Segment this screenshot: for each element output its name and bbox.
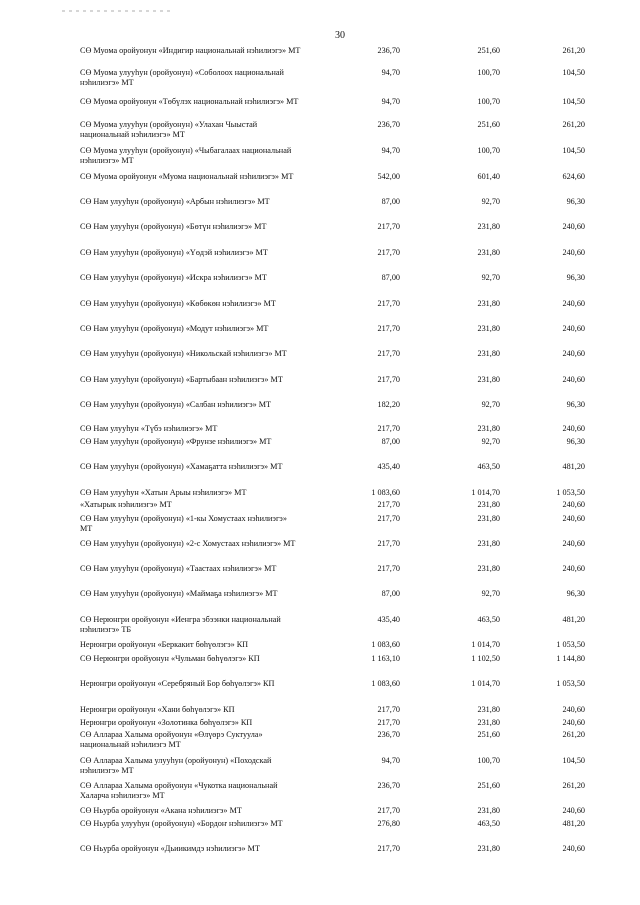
row-value-v2: 231,80	[477, 705, 500, 714]
row-value-v2: 231,80	[477, 514, 500, 523]
row-value-v1: 217,70	[377, 324, 400, 333]
row-value-v3: 240,60	[562, 806, 585, 815]
row-name: СӨ Нам улууһун (оройуонун) «Арбын нэһилиэгэ» МТ	[80, 197, 270, 206]
row-value-v1: 1 083,60	[371, 640, 400, 649]
row-value-v1: 217,70	[377, 424, 400, 433]
row-value-v1: 435,40	[377, 615, 400, 624]
row-name: Нерюнгри оройуонун «Беркакит бөһүөлэгэ» КП	[80, 640, 249, 649]
row-value-v3: 96,30	[566, 589, 585, 598]
row-value-v2: 231,80	[477, 349, 500, 358]
row-name: СӨ Аллараа Халыма оройуонун «Чукотка национальнай Халарча нэһилиэгэ» МТ	[80, 781, 278, 800]
row-name: СӨ Нам улууһун (оройуонун) «Никольскай нэһилиэгэ» МТ	[80, 349, 287, 358]
row-name: Нерюнгри оройуонун «Серебряный Бор бөһүөлэгэ» КП	[80, 679, 275, 688]
row-value-v1: 217,70	[377, 349, 400, 358]
row-value-v2: 463,50	[477, 462, 500, 471]
row-value-v2: 231,80	[477, 806, 500, 815]
row-value-v1: 217,70	[377, 564, 400, 573]
row-name: СӨ Нам улууһун (оройуонун) «Үөдэй нэһилиэгэ» МТ	[80, 248, 268, 257]
row-value-v2: 231,80	[477, 844, 500, 853]
row-value-v3: 240,60	[562, 718, 585, 727]
row-value-v2: 231,80	[477, 375, 500, 384]
row-value-v3: 104,50	[562, 146, 585, 155]
row-name: СӨ Муома оройуонун «Төбүлэх национальнай нэһилиэгэ» МТ	[80, 97, 299, 106]
row-value-v3: 481,20	[562, 615, 585, 624]
row-value-v3: 240,60	[562, 324, 585, 333]
row-value-v1: 87,00	[381, 589, 400, 598]
row-value-v1: 87,00	[381, 273, 400, 282]
row-value-v2: 231,80	[477, 324, 500, 333]
row-value-v3: 96,30	[566, 197, 585, 206]
row-name: СӨ Ньурба улууһун (оройуонун) «Бордоҥ нэһилиэгэ» МТ	[80, 819, 283, 828]
row-name: СӨ Муома оройуонун «Индигир национальнай нэһилиэгэ» МТ	[80, 46, 301, 55]
row-value-v3: 104,50	[562, 68, 585, 77]
row-value-v3: 96,30	[566, 400, 585, 409]
row-value-v3: 481,20	[562, 462, 585, 471]
row-name: СӨ Муома улууһун (оройуонун) «Улахан Чыыстай национальнай нэһилиэгэ» МТ	[80, 120, 258, 139]
row-value-v1: 217,70	[377, 718, 400, 727]
row-name: СӨ Нам улууһун (оройуонун) «Модут нэһилиэгэ» МТ	[80, 324, 269, 333]
row-name: СӨ Нам улууһун (оройуонун) «Хамаҕатта нэһилиэгэ» МТ	[80, 462, 283, 471]
row-value-v2: 1 014,70	[471, 679, 500, 688]
row-name: Нерюнгри оройуонун «Золотинка бөһүөлэгэ» КП	[80, 718, 253, 727]
row-value-v1: 435,40	[377, 462, 400, 471]
row-value-v3: 104,50	[562, 97, 585, 106]
row-value-v1: 1 163,10	[371, 654, 400, 663]
row-value-v2: 601,40	[477, 172, 500, 181]
row-value-v1: 217,70	[377, 299, 400, 308]
row-value-v1: 94,70	[381, 68, 400, 77]
row-value-v1: 236,70	[377, 46, 400, 55]
row-value-v1: 217,70	[377, 539, 400, 548]
row-value-v3: 240,60	[562, 539, 585, 548]
row-value-v2: 251,60	[477, 781, 500, 790]
row-value-v1: 87,00	[381, 437, 400, 446]
row-value-v1: 236,70	[377, 120, 400, 129]
row-value-v2: 1 014,70	[471, 488, 500, 497]
row-value-v2: 231,80	[477, 500, 500, 509]
row-value-v2: 1 014,70	[471, 640, 500, 649]
row-name: СӨ Муома оройуонун «Муома национальнай нэһилиэгэ» МТ	[80, 172, 294, 181]
row-value-v1: 94,70	[381, 146, 400, 155]
row-name: «Хатырык нэһилиэгэ» МТ	[80, 500, 172, 509]
row-name: СӨ Нам улууһун (оройуонун) «Бөтүн нэһилиэгэ» МТ	[80, 222, 267, 231]
row-value-v2: 231,80	[477, 539, 500, 548]
row-name: СӨ Нам улууһун «Хатын Арыы нэһилиэгэ» МТ	[80, 488, 247, 497]
row-value-v1: 236,70	[377, 730, 400, 739]
row-name: СӨ Нам улууһун (оройуонун) «Таастаах нэһилиэгэ» МТ	[80, 564, 277, 573]
row-value-v2: 231,80	[477, 248, 500, 257]
row-value-v2: 92,70	[481, 437, 500, 446]
row-name: СӨ Нерюнгри оройуонун «Иенгра эбээнки национальнай нэһилиэгэ» ТБ	[80, 615, 281, 634]
row-name: СӨ Нам улууһун (оройуонун) «Маймаҕа нэһилиэгэ» МТ	[80, 589, 278, 598]
row-value-v3: 261,20	[562, 730, 585, 739]
row-value-v1: 542,00	[377, 172, 400, 181]
row-value-v1: 217,70	[377, 806, 400, 815]
row-value-v2: 231,80	[477, 718, 500, 727]
row-value-v3: 96,30	[566, 273, 585, 282]
row-value-v1: 217,70	[377, 844, 400, 853]
row-value-v3: 240,60	[562, 500, 585, 509]
page-number: 30	[335, 30, 345, 41]
row-value-v2: 92,70	[481, 400, 500, 409]
row-value-v1: 217,70	[377, 514, 400, 523]
row-value-v2: 231,80	[477, 222, 500, 231]
row-value-v3: 240,60	[562, 564, 585, 573]
row-value-v1: 217,70	[377, 500, 400, 509]
row-value-v3: 240,60	[562, 705, 585, 714]
row-value-v2: 100,70	[477, 146, 500, 155]
row-value-v1: 217,70	[377, 705, 400, 714]
row-name: СӨ Нам улууһун (оройуонун) «Бартыбаан нэһилиэгэ» МТ	[80, 375, 283, 384]
row-value-v2: 231,80	[477, 424, 500, 433]
row-name: СӨ Нам улууһун (оройуонун) «Фрунзе нэһилиэгэ» МТ	[80, 437, 272, 446]
row-value-v2: 231,80	[477, 564, 500, 573]
row-value-v2: 92,70	[481, 273, 500, 282]
row-value-v2: 100,70	[477, 756, 500, 765]
row-name: СӨ Нам улууһун (оройуонун) «2-с Хомустаах нэһилиэгэ» МТ	[80, 539, 296, 548]
row-value-v3: 261,20	[562, 781, 585, 790]
row-name: СӨ Нам улууһун «Түбэ нэһилиэгэ» МТ	[80, 424, 218, 433]
row-value-v1: 94,70	[381, 756, 400, 765]
row-value-v2: 92,70	[481, 197, 500, 206]
row-value-v1: 217,70	[377, 248, 400, 257]
row-name: СӨ Ньурба оройуонун «Дьиикимдэ нэһилиэгэ» МТ	[80, 844, 260, 853]
row-name: СӨ Аллараа Халыма оройуонун «Өлүөрэ Суктуула» национальнай нэһилиэгэ МТ	[80, 730, 263, 749]
row-name: СӨ Нам улууһун (оройуонун) «Салбан нэһилиэгэ» МТ	[80, 400, 272, 409]
row-value-v3: 1 053,50	[556, 679, 585, 688]
row-value-v2: 463,50	[477, 615, 500, 624]
row-name: СӨ Аллараа Халыма улууһун (оройуонун) «Походскай нэһилиэгэ» МТ	[80, 756, 272, 775]
row-name: СӨ Муома улууһун (оройуонун) «Соболоох национальнай нэһилиэгэ» МТ	[80, 68, 284, 87]
row-value-v3: 240,60	[562, 424, 585, 433]
row-name: СӨ Нам улууһун (оройуонун) «1-кы Хомустаах нэһилиэгэ» МТ	[80, 514, 287, 533]
row-name: СӨ Ньурба оройуонун «Акана нэһилиэгэ» МТ	[80, 806, 242, 815]
row-value-v3: 240,60	[562, 299, 585, 308]
row-value-v2: 251,60	[477, 730, 500, 739]
row-value-v3: 481,20	[562, 819, 585, 828]
row-value-v1: 87,00	[381, 197, 400, 206]
row-value-v3: 240,60	[562, 375, 585, 384]
row-value-v3: 261,20	[562, 120, 585, 129]
row-value-v1: 1 083,60	[371, 679, 400, 688]
row-value-v1: 217,70	[377, 222, 400, 231]
row-value-v3: 240,60	[562, 844, 585, 853]
row-value-v1: 182,20	[377, 400, 400, 409]
row-value-v3: 96,30	[566, 437, 585, 446]
row-name: СӨ Нам улууһун (оройуонун) «Көбөкөн нэһилиэгэ» МТ	[80, 299, 276, 308]
row-value-v2: 1 102,50	[471, 654, 500, 663]
row-value-v2: 100,70	[477, 97, 500, 106]
row-value-v2: 100,70	[477, 68, 500, 77]
row-value-v3: 1 053,50	[556, 640, 585, 649]
row-value-v2: 251,60	[477, 120, 500, 129]
row-value-v3: 240,60	[562, 248, 585, 257]
row-name: СӨ Нерюнгри оройуонун «Чульман бөһүөлэгэ» КП	[80, 654, 260, 663]
row-name: Нерюнгри оройуонун «Хани бөһүөлэгэ» КП	[80, 705, 235, 714]
row-value-v3: 240,60	[562, 222, 585, 231]
row-value-v3: 240,60	[562, 349, 585, 358]
row-value-v1: 1 083,60	[371, 488, 400, 497]
row-value-v3: 104,50	[562, 756, 585, 765]
row-value-v2: 463,50	[477, 819, 500, 828]
row-value-v1: 276,80	[377, 819, 400, 828]
row-value-v1: 236,70	[377, 781, 400, 790]
row-name: СӨ Муома улууһун (оройуонун) «Чыбагалаах национальнай нэһилиэгэ» МТ	[80, 146, 292, 165]
row-value-v3: 1 144,80	[556, 654, 585, 663]
row-value-v3: 1 053,50	[556, 488, 585, 497]
row-value-v2: 231,80	[477, 299, 500, 308]
row-value-v2: 92,70	[481, 589, 500, 598]
row-value-v1: 217,70	[377, 375, 400, 384]
row-value-v3: 624,60	[562, 172, 585, 181]
row-name: СӨ Нам улууһун (оройуонун) «Искра нэһилиэгэ» МТ	[80, 273, 267, 282]
row-value-v2: 251,60	[477, 46, 500, 55]
row-value-v3: 240,60	[562, 514, 585, 523]
row-value-v3: 261,20	[562, 46, 585, 55]
row-value-v1: 94,70	[381, 97, 400, 106]
